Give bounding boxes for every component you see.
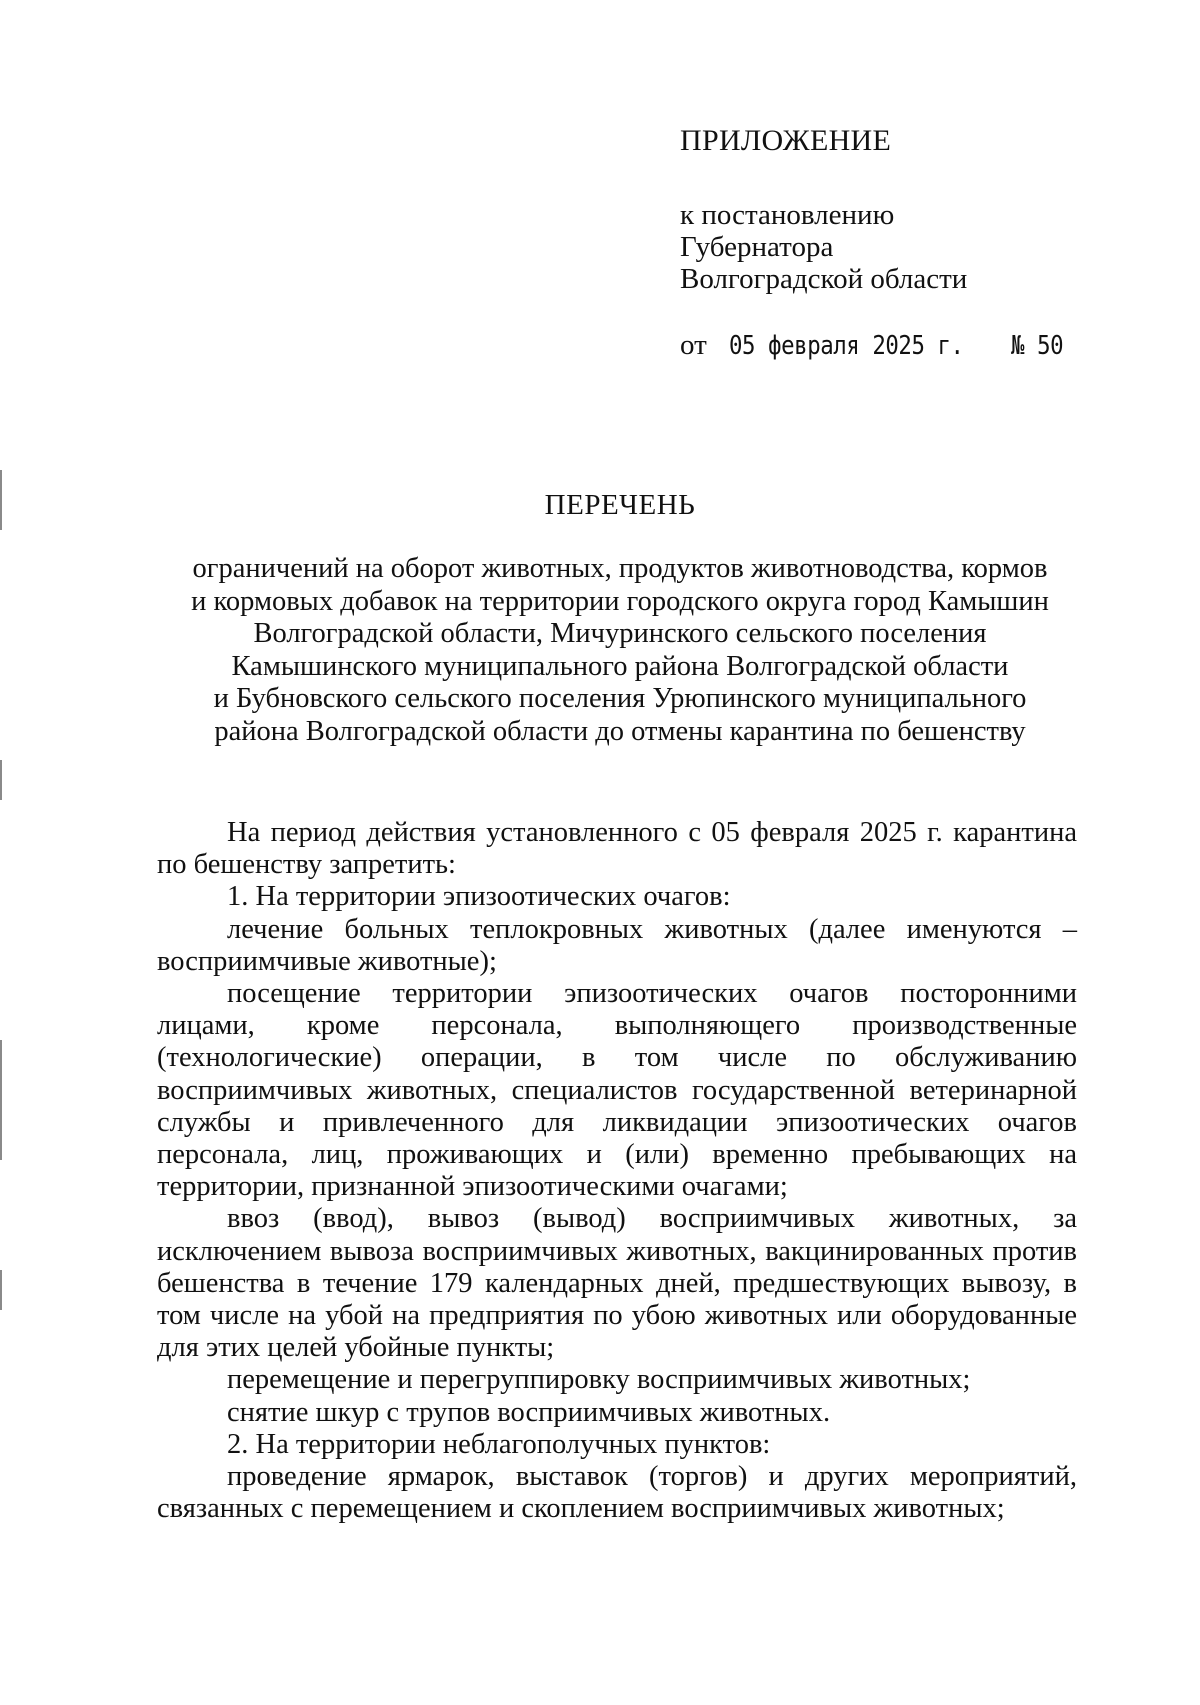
document-body <box>157 817 1077 1525</box>
document-subtitle <box>160 553 1080 748</box>
scan-edge-mark <box>0 760 2 800</box>
list-item: лечение больных теплокровных животных (далее именуются – восприимчивые животные); <box>157 913 1077 977</box>
appendix-line: Губернатора <box>680 231 834 263</box>
list-item: снятие шкур с трупов восприимчивых животных. <box>227 1396 831 1428</box>
scan-edge-mark <box>0 1270 2 1310</box>
date-prefix: от <box>680 329 707 361</box>
list-item: посещение территории эпизоотических очагов посторонними лицами, кроме персонала, выполняющего производственные (технологические) операции, в том числе по обслуживанию восприимчивых животных, специалистов государственной ветеринарной службы и привлеченного для ликвидации эпизоотических очагов персонала, лиц, проживающих и (или) временно пребывающих на территории, признанной эпизоотическими очагами; <box>157 978 1077 1203</box>
appendix-line: Волгоградской области <box>680 263 968 295</box>
intro-paragraph: На период действия установленного с 05 февраля 2025 г. карантина по бешенству запретить: <box>157 817 1077 881</box>
section-heading: 2. На территории неблагополучных пунктов: <box>227 1428 771 1460</box>
subtitle-line: ограничений на оборот животных, продуктов животноводства, кормов <box>192 553 1048 584</box>
appendix-title: ПРИЛОЖЕНИЕ <box>680 124 892 157</box>
subtitle-line: Камышинского муниципального района Волгоградской области <box>231 650 1009 682</box>
section-heading: 1. На территории эпизоотических очагов: <box>227 881 731 913</box>
scan-edge-mark <box>0 1040 2 1160</box>
subtitle-line: и Бубновского сельского поселения Урюпинского муниципального <box>213 683 1027 714</box>
list-item: проведение ярмарок, выставок (торгов) и других мероприятий, связанных с перемещением и скоплением восприимчивых животных; <box>157 1461 1077 1525</box>
subtitle-line: Волгоградской области, Мичуринского сельского поселения <box>253 618 987 649</box>
appendix-date-line <box>680 329 1120 362</box>
handwritten-number: № 50 <box>1011 331 1064 361</box>
document-title: ПЕРЕЧЕНЬ <box>544 489 696 521</box>
list-item: перемещение и перегруппировку восприимчивых животных; <box>227 1364 971 1396</box>
appendix-block <box>680 125 1120 362</box>
subtitle-line: и кормовых добавок на территории городского округа город Камышин <box>191 585 1049 617</box>
subtitle-line: района Волгоградской области до отмены карантина по бешенству <box>214 715 1026 747</box>
list-item: ввоз (ввод), вывоз (вывод) восприимчивых животных, за исключением вывоза восприимчивых животных, вакцинированных против бешенства в течение 179 календарных дней, предшествующих вывозу, в том числе на убой на предприятия по убою животных или оборудованные для этих целей убойные пункты; <box>157 1203 1077 1364</box>
handwritten-date: 05 февраля 2025 г. <box>728 331 964 361</box>
appendix-line: к постановлению <box>680 199 895 231</box>
